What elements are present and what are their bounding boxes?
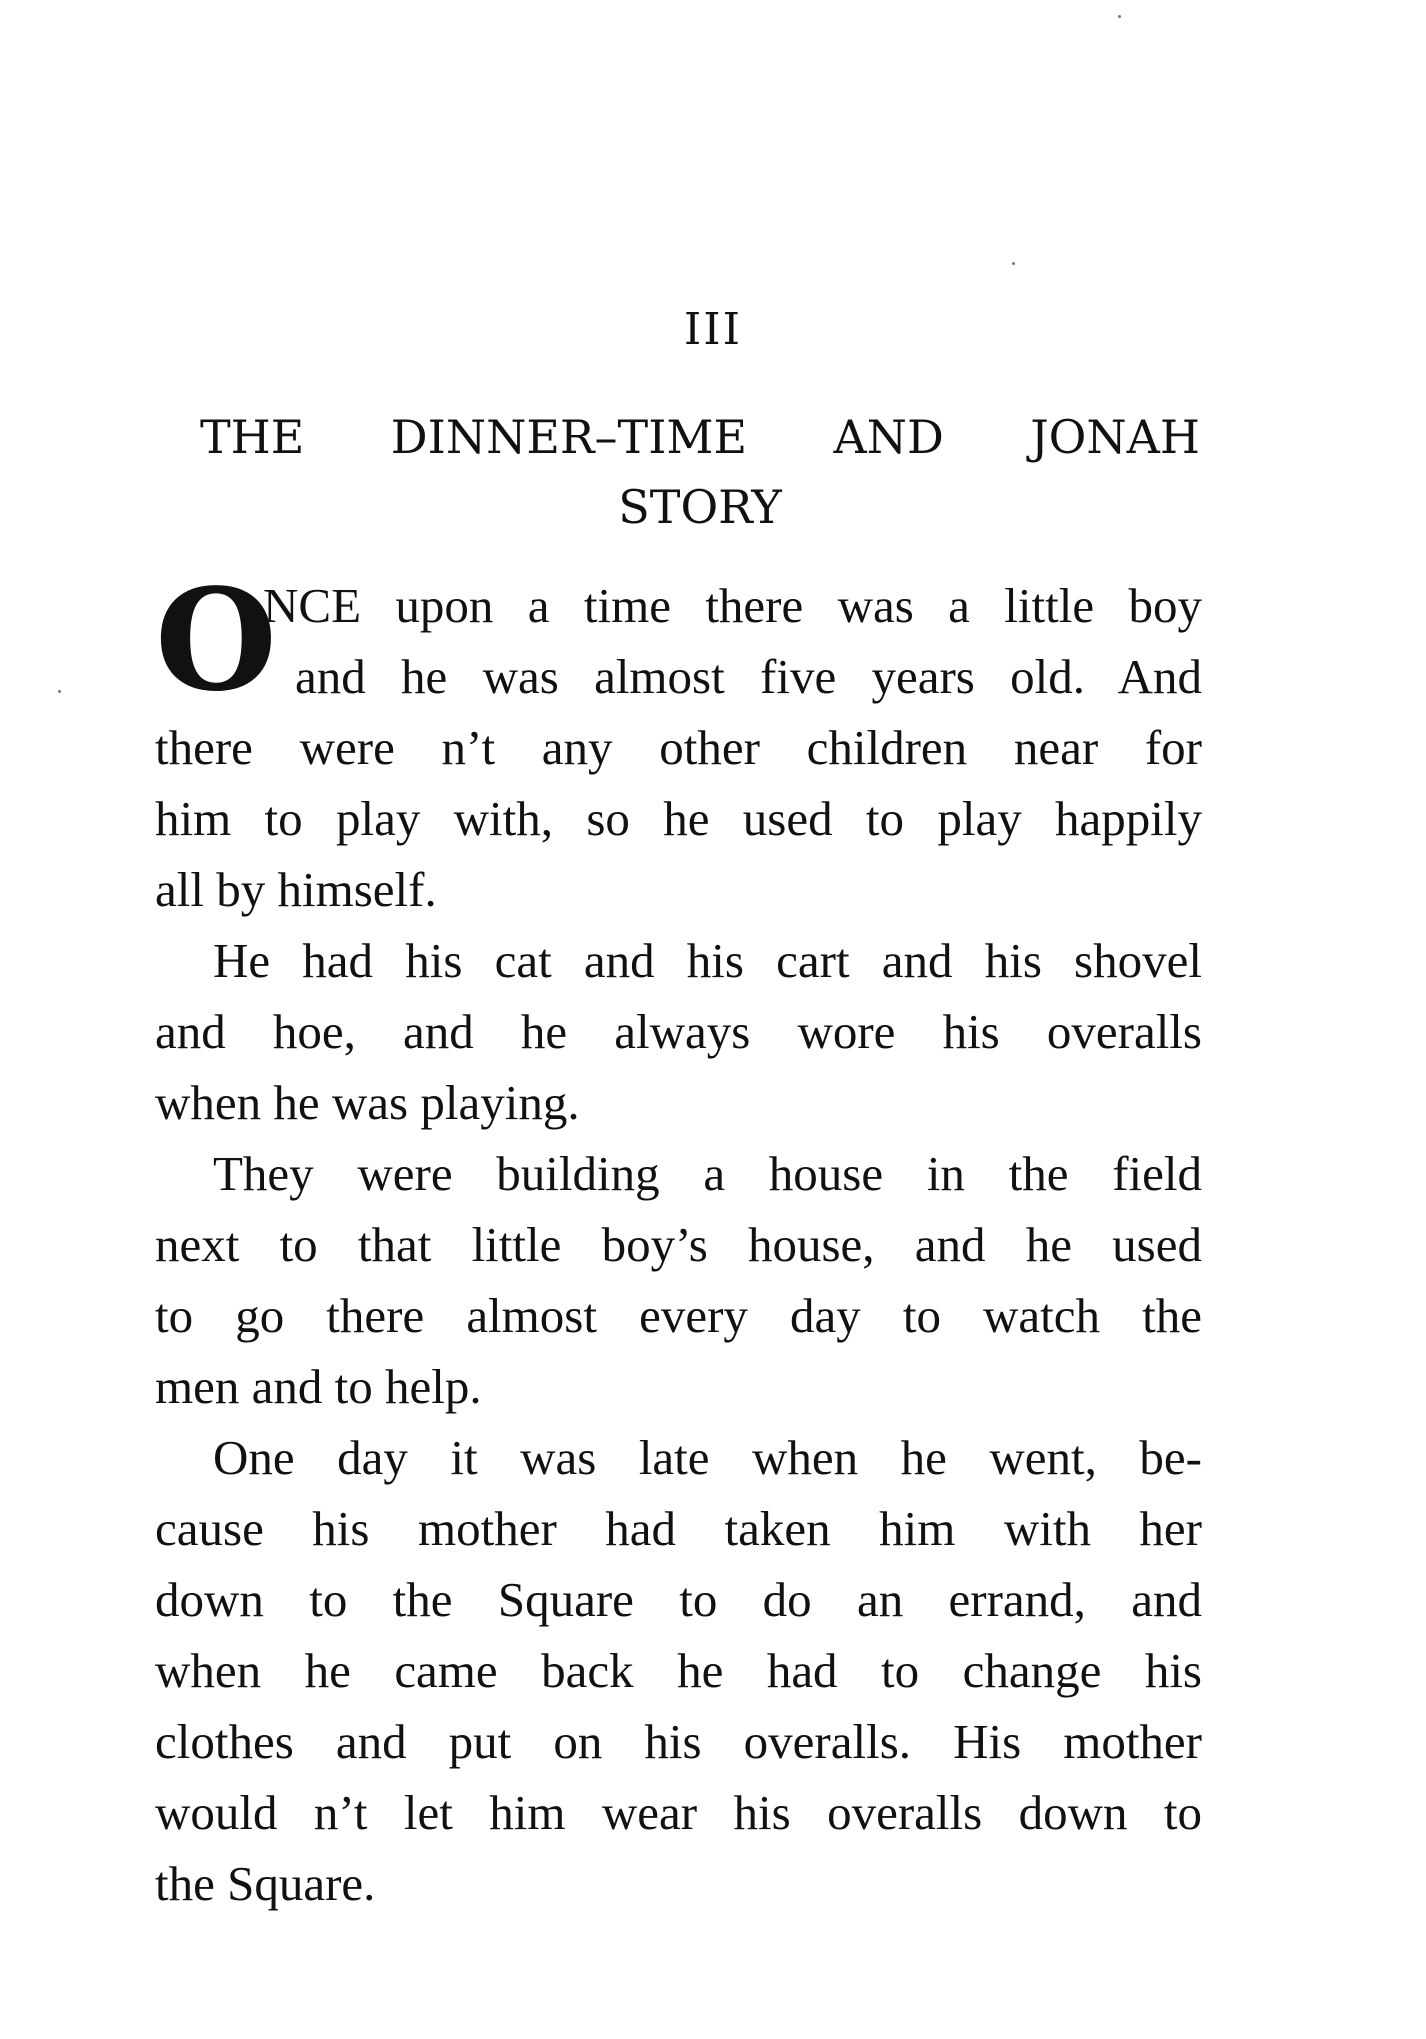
text-line: down to the Square to do an errand, and [155, 1572, 1202, 1627]
text-line: to go there almost every day to watch the [155, 1288, 1202, 1343]
text-line: when he was playing. [155, 1075, 580, 1130]
text-line: all by himself. [155, 862, 437, 917]
text-line: next to that little boy’s house, and he used [155, 1217, 1202, 1272]
title-word: DINNER–TIME [390, 410, 748, 464]
paragraph-4 [155, 1422, 1202, 1919]
text-line: would n’t let him wear his overalls down to [155, 1785, 1202, 1840]
paper-speck [1118, 15, 1121, 18]
title-word: JONAH [1030, 410, 1200, 464]
text-line: cause his mother had taken him with her [155, 1501, 1202, 1556]
text-line: One day it was late when he went, be- [213, 1430, 1202, 1485]
drop-cap: O [155, 559, 277, 723]
text-line: NCE upon a time there was a little boy [263, 578, 1202, 633]
paper-speck [1012, 262, 1015, 265]
text-line: clothes and put on his overalls. His mother [155, 1714, 1202, 1769]
text-line: men and to help. [155, 1359, 482, 1414]
text-line: They were building a house in the field [213, 1146, 1202, 1201]
paper-speck [58, 690, 61, 693]
chapter-number: III [683, 304, 743, 355]
body-text [155, 559, 1202, 1919]
title-word: THE [200, 410, 305, 464]
text-line: him to play with, so he used to play happily [155, 791, 1202, 846]
chapter-title-line-1 [200, 402, 1200, 472]
text-line: and hoe, and he always wore his overalls [155, 1004, 1202, 1059]
paragraph-1 [155, 559, 1202, 925]
text-line: the Square. [155, 1856, 376, 1911]
title-word: AND [833, 410, 944, 464]
chapter-title-line-2: STORY [618, 480, 782, 534]
paragraph-3 [155, 1138, 1202, 1422]
paragraph-2 [155, 925, 1202, 1138]
chapter-title [200, 402, 1200, 542]
text-line: when he came back he had to change his [155, 1643, 1202, 1698]
text-line: He had his cat and his cart and his shovel [213, 933, 1202, 988]
text-line: there were n’t any other children near for [155, 720, 1202, 775]
text-line: and he was almost five years old. And [295, 649, 1202, 704]
